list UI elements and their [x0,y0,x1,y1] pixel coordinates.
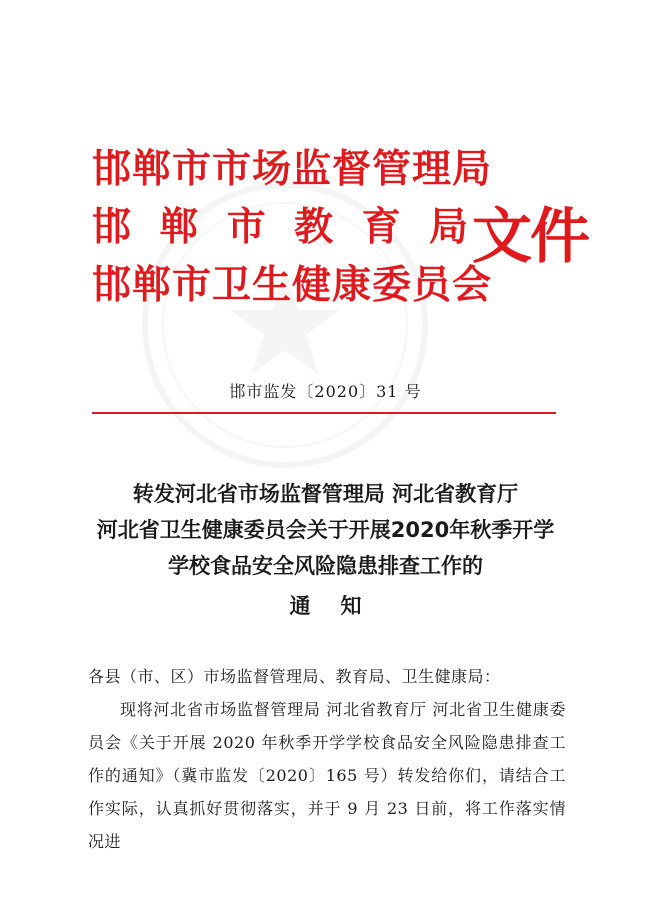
document-type-label: 文件 [472,202,588,272]
issuer-char: 郸 [159,205,199,250]
issuer-char: 育 [361,205,401,250]
body-paragraph: 现将河北省市场监督管理局 河北省教育厅 河北省卫生健康委员会《关于开展 2020 年秋季开学学校食品安全风险隐患排查工作的通知》（冀市监发〔2020〕165 号）转发给你们，请结合工作实际，认真抓好贯彻落实，并于 9 月 23 日前，将工作落实情况进 [88,700,566,851]
issuer-char: 市 [226,205,266,250]
document-number: 邯市监发〔2020〕31 号 [229,382,422,401]
issuer-char: 邯 [92,205,132,250]
title-line-3: 学校食品安全风险隐患排查工作的 [168,554,483,578]
issuer-line-health: 邯郸市卫生健康委员会 [92,263,493,308]
issuer-char: 教 [294,205,334,250]
issuer-char: 局 [428,205,468,250]
title-line-2: 河北省卫生健康委员会关于开展2020年秋季开学 [96,518,555,542]
title-line-1: 转发河北省市场监督管理局 河北省教育厅 [132,482,519,506]
title-line-4: 通知 [289,594,392,618]
issuer-line-market-supervision: 邯郸市市场监督管理局 [92,147,493,192]
red-separator-line [92,412,556,414]
salutation: 各县（市、区）市场监督管理局、教育局、卫生健康局： [88,667,501,686]
issuer-line-education [92,196,468,252]
